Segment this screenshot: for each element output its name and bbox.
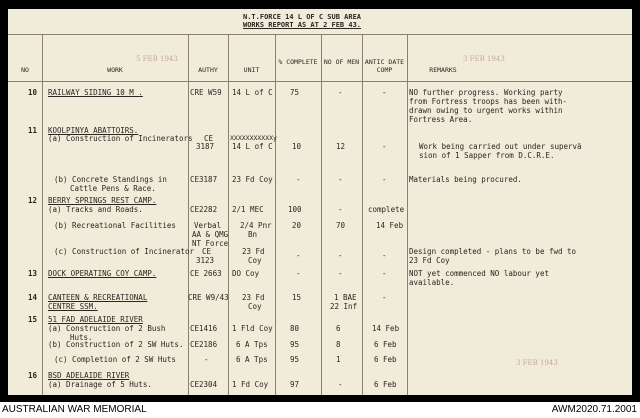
percent-cell: 95 — [290, 340, 300, 349]
antic-cell: - — [382, 142, 387, 151]
work-title: BERRY SPRINGS REST CAMP. — [48, 196, 157, 205]
work-title: 51 FAD ADELAIDE RIVER — [48, 315, 143, 324]
authy-cell: Verbal — [194, 221, 222, 230]
unit-cell: 23 Fd — [242, 293, 265, 302]
authy-cell: NT Force — [192, 239, 229, 248]
column-divider — [321, 34, 322, 395]
percent-cell: 15 — [292, 293, 302, 302]
column-header-men: NO OF MEN — [323, 58, 360, 66]
men-cell: 1 — [336, 355, 341, 364]
remarks-line: Design completed - plans to be fwd to — [409, 247, 577, 256]
authy-cell: AA & QMG — [192, 230, 229, 239]
remarks-line: NOT yet commenced NO labour yet — [409, 269, 549, 278]
unit-cell: 14 L of C — [232, 142, 273, 151]
authy-cell: CE — [202, 247, 212, 256]
work-title: CANTEEN & RECREATIONAL — [48, 293, 148, 302]
remarks-line: drawn owing to urgent works within — [409, 106, 563, 115]
row-number: 10 — [28, 88, 38, 97]
antic-cell: 14 Feb — [372, 324, 400, 333]
men-cell: 12 — [336, 142, 346, 151]
remarks-line: Work being carried out under supervä — [419, 142, 582, 151]
row-number: 13 — [28, 269, 38, 278]
percent-cell: 100 — [288, 205, 302, 214]
unit-cell: DO Coy — [232, 269, 260, 278]
percent-cell: 80 — [290, 324, 300, 333]
date-stamp: 3 FEB 1943 — [463, 55, 505, 63]
authy-cell: CE2186 — [190, 340, 218, 349]
authy-cell: 3123 — [196, 256, 215, 265]
column-header-no: NO — [21, 66, 29, 74]
work-item: (a) Construction of 2 Bush — [48, 324, 166, 333]
percent-cell: 95 — [290, 355, 300, 364]
column-header-antic: ANTIC DATE COMP — [364, 58, 405, 74]
authy-cell: CE — [204, 134, 214, 143]
work-item: (c) Construction of Incinerator — [54, 247, 194, 256]
men-cell: - — [338, 175, 343, 184]
work-item: (b) Recreational Facilities — [54, 221, 176, 230]
caption-bar — [0, 402, 640, 418]
column-divider — [275, 34, 276, 395]
authy-cell: CE2304 — [190, 380, 218, 389]
percent-cell: - — [296, 175, 301, 184]
unit-cell: 2/1 MEC — [232, 205, 264, 214]
antic-cell: complete — [368, 205, 405, 214]
work-item: (b) Construction of 2 SW Huts. — [48, 340, 184, 349]
percent-cell: 10 — [292, 142, 302, 151]
men-cell: 1 BAE — [334, 293, 357, 302]
work-title: DOCK OPERATING COY CAMP. — [48, 269, 157, 278]
antic-cell: - — [382, 269, 387, 278]
men-cell: - — [338, 269, 343, 278]
unit-cell: Bn — [248, 230, 258, 239]
percent-cell: - — [296, 251, 301, 260]
work-item: Cattle Pens & Race. — [70, 184, 156, 193]
work-item: (a) Drainage of 5 Huts. — [48, 380, 152, 389]
work-title: CENTRE SSM. — [48, 302, 98, 311]
remarks-line: Materials being procured. — [409, 175, 522, 184]
antic-cell: 6 Feb — [374, 355, 397, 364]
column-header-work: WORK — [107, 66, 123, 74]
authy-cell: CE 2663 — [190, 269, 222, 278]
remarks-line: from Fortress troops has been with- — [409, 97, 568, 106]
work-item: (a) Tracks and Roads. — [48, 205, 143, 214]
unit-cell: 23 Fd Coy — [232, 175, 273, 184]
column-divider — [228, 34, 229, 395]
remarks-line: sion of 1 Sapper from D.C.R.E. — [419, 151, 555, 160]
antic-cell: - — [382, 88, 387, 97]
authy-cell: CE2282 — [190, 205, 218, 214]
header-bottom-rule — [8, 81, 632, 82]
men-cell: 22 Inf — [330, 302, 358, 311]
unit-cell: 14 L of C — [232, 88, 273, 97]
work-item: (b) Concrete Standings in — [54, 175, 167, 184]
row-number: 12 — [28, 196, 38, 205]
percent-cell: 20 — [292, 221, 302, 230]
authy-cell: 3187 — [196, 142, 215, 151]
unit-cell: Coy — [248, 302, 262, 311]
work-title: RAILWAY SIDING 10 M . — [48, 88, 143, 97]
date-stamp: 5 FEB 1943 — [136, 55, 178, 63]
column-divider — [188, 34, 189, 395]
antic-cell: - — [382, 175, 387, 184]
unit-cell: 1 Fld Coy — [232, 324, 273, 333]
work-item: Huts. — [70, 333, 93, 342]
percent-cell: 75 — [290, 88, 300, 97]
archive-credit: AUSTRALIAN WAR MEMORIAL — [2, 404, 147, 415]
men-cell: 8 — [336, 340, 341, 349]
date-stamp: 3 FEB 1943 — [516, 359, 558, 367]
authy-cell: CRE W59 — [190, 88, 222, 97]
column-divider — [42, 34, 43, 395]
header-top-rule — [8, 34, 632, 35]
column-divider — [362, 34, 363, 395]
column-header-unit: UNIT — [243, 66, 260, 74]
column-divider — [407, 34, 408, 395]
men-cell: 70 — [336, 221, 346, 230]
antic-cell: - — [382, 251, 387, 260]
antic-cell: 6 Feb — [374, 380, 397, 389]
document-page — [8, 9, 632, 395]
unit-cell: 1 Fd Coy — [232, 380, 269, 389]
remarks-line: Fortress Area. — [409, 115, 473, 124]
men-cell: - — [338, 251, 343, 260]
title-line-2: WORKS REPORT AS AT 2 FEB 43. — [243, 21, 362, 29]
work-item: (a) Construction of Incinerators — [48, 134, 193, 143]
unit-cell: Coy — [248, 256, 262, 265]
row-number: 14 — [28, 293, 38, 302]
percent-cell: - — [296, 269, 301, 278]
column-header-complete: % COMPLETE — [278, 58, 318, 66]
authy-cell: CE1416 — [190, 324, 218, 333]
men-cell: - — [338, 205, 343, 214]
antic-cell: - — [382, 293, 387, 302]
archive-reference: AWM2020.71.2001 — [551, 404, 637, 415]
men-cell: 6 — [336, 324, 341, 333]
unit-cell: 23 Fd — [242, 247, 265, 256]
unit-cell: 6 A Tps — [236, 340, 268, 349]
unit-cell: XXXXXXXXXXXy — [230, 134, 277, 142]
remarks-line: 23 Fd Coy — [409, 256, 450, 265]
work-item: (c) Completion of 2 SW Huts — [54, 355, 176, 364]
antic-cell: 6 Feb — [374, 340, 397, 349]
remarks-line: NO further progress. Working party — [409, 88, 563, 97]
unit-cell: 2/4 Pnr — [240, 221, 272, 230]
work-title: BSD ADELAIDE RIVER — [48, 371, 130, 380]
authy-cell: CE3187 — [190, 175, 218, 184]
row-number: 15 — [28, 315, 38, 324]
row-number: 11 — [28, 126, 38, 135]
antic-cell: 14 Feb — [376, 221, 404, 230]
percent-cell: 97 — [290, 380, 300, 389]
remarks-line: available. — [409, 278, 455, 287]
authy-cell: - — [204, 355, 209, 364]
work-title: KOOLPINYA ABATTOIRS. — [48, 126, 139, 135]
unit-cell: 6 A Tps — [236, 355, 268, 364]
title-line-1: N.T.FORCE 14 L OF C SUB AREA — [243, 13, 362, 21]
authy-cell: CRE W9/43 — [188, 293, 229, 302]
men-cell: - — [338, 88, 343, 97]
row-number: 16 — [28, 371, 38, 380]
column-header-authy: AUTHY — [198, 66, 218, 74]
men-cell: - — [338, 380, 343, 389]
column-header-remarks: REMARKS — [429, 66, 457, 74]
